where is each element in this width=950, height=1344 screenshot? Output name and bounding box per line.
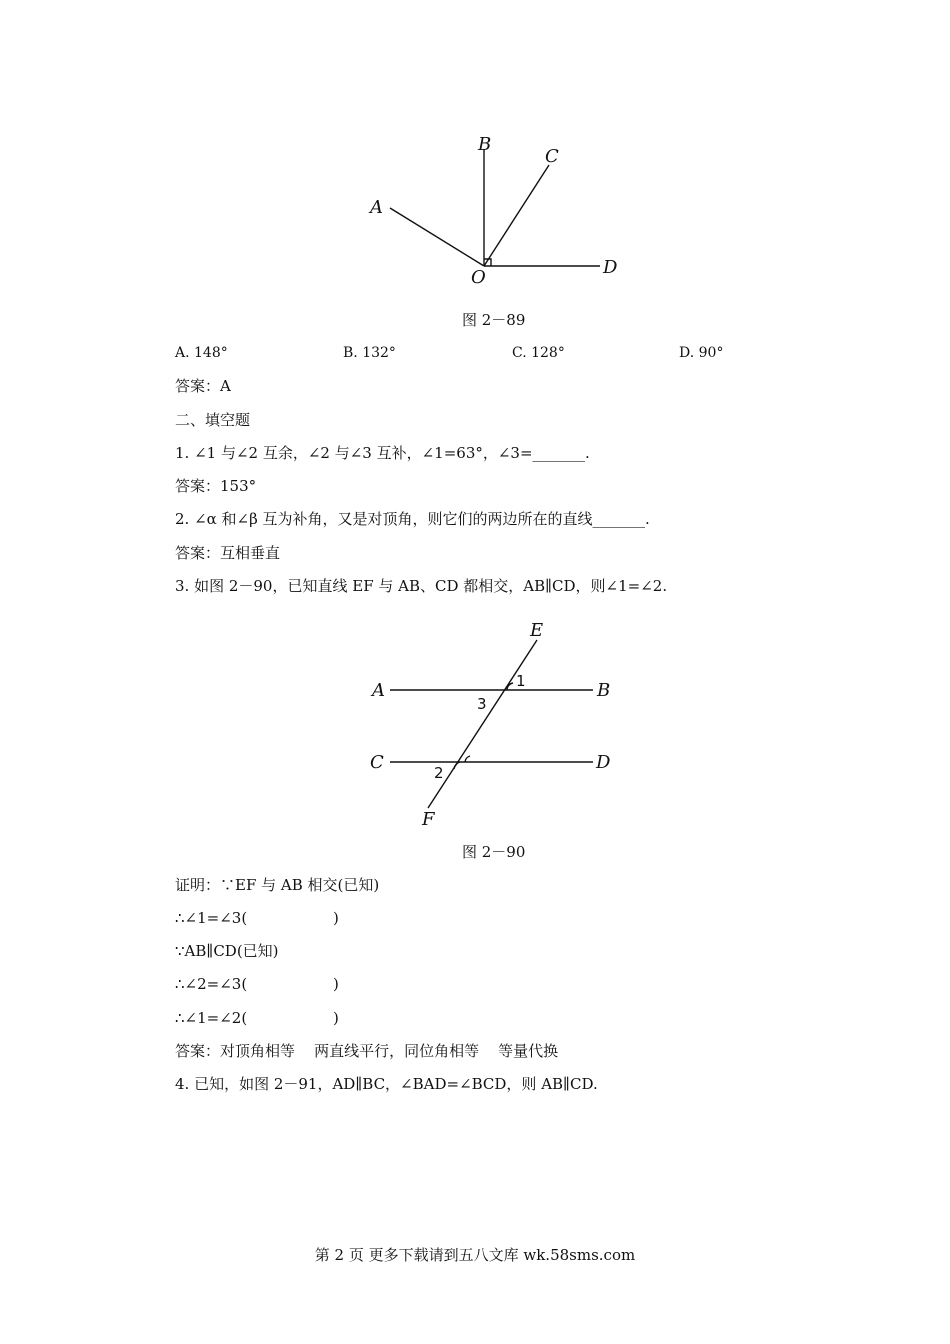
label-A: A — [372, 680, 385, 701]
section-title: 二、填空题 — [175, 411, 251, 429]
label-C: C — [545, 146, 559, 167]
option-b: B. 132° — [343, 345, 396, 361]
proof-line-4: ∴∠2=∠3( ) — [175, 975, 339, 993]
figure-2-90-caption: 图 2－90 — [462, 843, 526, 861]
label-D: D — [603, 257, 618, 278]
proof-line-3: ∵AB∥CD(已知) — [175, 942, 279, 960]
figure-2-90 — [0, 610, 950, 840]
option-c: C. 128° — [512, 345, 565, 361]
question-2: 2. ∠α 和∠β 互为补角，又是对顶角，则它们的两边所在的直线_______. — [175, 510, 650, 528]
option-d: D. 90° — [679, 345, 724, 361]
angle-label-3: 3 — [477, 695, 487, 713]
option-a: A. 148° — [175, 345, 228, 361]
question-4: 4. 已知，如图 2－91，AD∥BC，∠BAD=∠BCD，则 AB∥CD. — [175, 1075, 598, 1093]
answer-q2: 答案：互相垂直 — [175, 544, 281, 562]
ray-OA — [390, 208, 484, 266]
figure-2-89 — [0, 120, 950, 420]
label-F: F — [422, 809, 435, 830]
label-B: B — [478, 134, 492, 155]
label-C: C — [370, 752, 384, 773]
answer-q1: 答案：153° — [175, 477, 257, 495]
question-1: 1. ∠1 与∠2 互余，∠2 与∠3 互补，∠1=63°，∠3=_______. — [175, 444, 590, 462]
question-3: 3. 如图 2－90，已知直线 EF 与 AB、CD 都相交，AB∥CD，则∠1=∠2. — [175, 577, 668, 595]
angle-ref-arc — [465, 756, 470, 762]
figure-2-89-caption: 图 2－89 — [462, 311, 526, 329]
proof-line-1: 证明：∵EF 与 AB 相交(已知) — [175, 876, 380, 894]
label-E: E — [530, 620, 544, 641]
angle-label-1: 1 — [516, 672, 526, 690]
ray-OC — [484, 165, 549, 266]
answer-1: 答案：A — [175, 377, 231, 395]
label-A: A — [370, 197, 383, 218]
angle-2-arc — [454, 762, 460, 769]
answer-q3: 答案：对顶角相等 两直线平行，同位角相等 等量代换 — [175, 1042, 559, 1060]
proof-line-2: ∴∠1=∠3( ) — [175, 909, 339, 927]
angle-label-2: 2 — [434, 764, 444, 782]
label-O: O — [471, 267, 486, 288]
page-footer: 第 2 页 更多下载请到五八文库 wk.58sms.com — [314, 1246, 636, 1264]
proof-line-5: ∴∠1=∠2( ) — [175, 1009, 339, 1027]
line-EF — [428, 640, 537, 808]
label-D: D — [596, 752, 611, 773]
label-B: B — [597, 680, 611, 701]
